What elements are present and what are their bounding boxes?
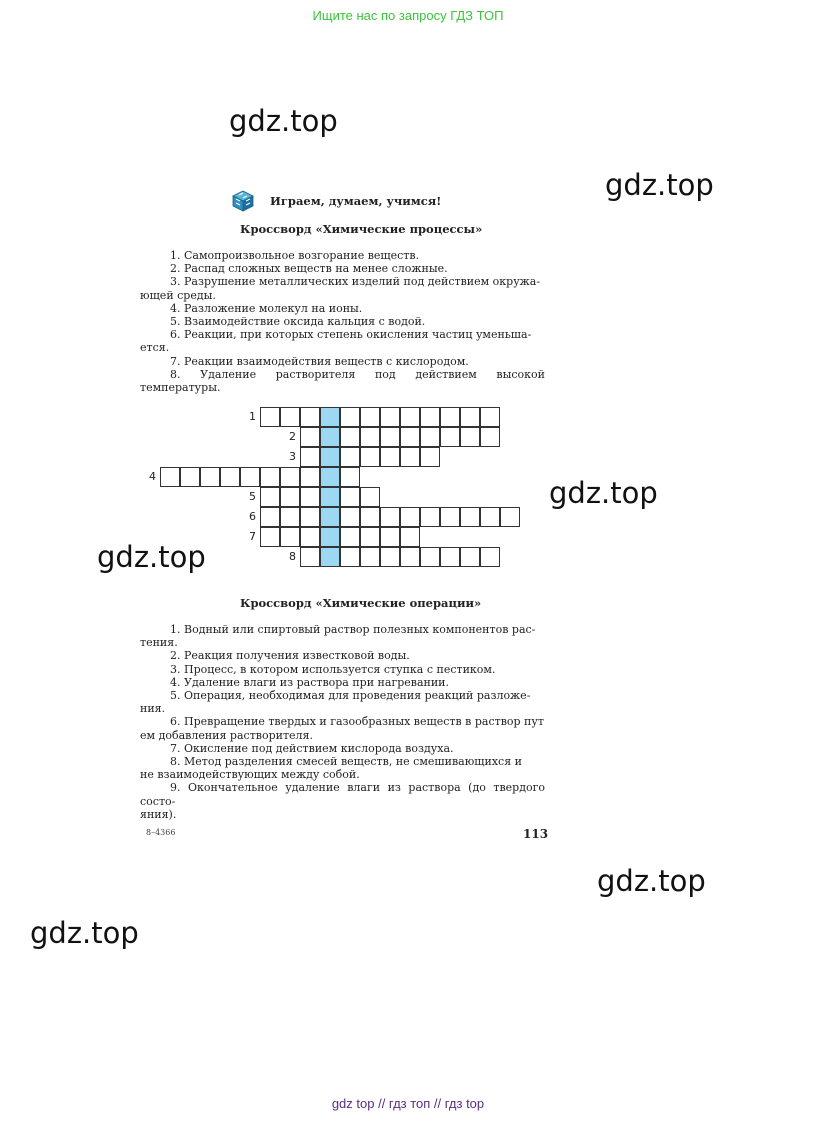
crossword-cell[interactable] xyxy=(240,467,260,487)
clue-5: 5. Операция, необходимая для проведения реакций разложе- xyxy=(170,689,531,703)
crossword1-title: Кроссворд «Химические процессы» xyxy=(240,222,483,236)
crossword-cell[interactable] xyxy=(440,547,460,567)
crossword-cell[interactable] xyxy=(400,507,420,527)
crossword-cell[interactable] xyxy=(440,407,460,427)
crossword-cell[interactable] xyxy=(380,447,400,467)
clue-8: 8. Метод разделения смесей веществ, не смешивающихся и xyxy=(170,755,522,769)
crossword-cell[interactable] xyxy=(340,467,360,487)
clue-9: 9. Окончательное удаление влаги из раствора (до твердого состо- xyxy=(140,781,545,808)
clue-5: 5. Взаимодействие оксида кальция с водой. xyxy=(170,315,426,329)
crossword-cell[interactable] xyxy=(260,527,280,547)
crossword-cell[interactable] xyxy=(400,527,420,547)
crossword-cell[interactable] xyxy=(260,507,280,527)
clue-4: 4. Удаление влаги из раствора при нагревании. xyxy=(170,675,450,689)
crossword-cell[interactable] xyxy=(340,547,360,567)
row-number-1: 1 xyxy=(249,410,256,423)
crossword-cell[interactable] xyxy=(420,407,440,427)
clue-5-cont: ния. xyxy=(140,702,166,716)
crossword2-title: Кроссворд «Химические операции» xyxy=(240,596,482,610)
crossword-cell[interactable] xyxy=(380,527,400,547)
crossword-cell[interactable] xyxy=(200,467,220,487)
crossword-cell[interactable] xyxy=(340,527,360,547)
clue-8: 8. Удаление растворителя под действием высокой температуры. xyxy=(140,367,545,395)
crossword-cell[interactable] xyxy=(300,447,320,467)
crossword-cell[interactable] xyxy=(420,447,440,467)
crossword-cell[interactable] xyxy=(460,407,480,427)
crossword-cell[interactable] xyxy=(340,407,360,427)
watermark: gdz.top xyxy=(30,916,139,950)
crossword-cell[interactable] xyxy=(400,407,420,427)
crossword-cell[interactable] xyxy=(380,407,400,427)
clue-1-cont: тения. xyxy=(140,636,178,650)
row-number-2: 2 xyxy=(289,430,296,443)
row-number-6: 6 xyxy=(249,510,256,523)
watermark: gdz.top xyxy=(229,104,338,138)
highlighted-cell[interactable] xyxy=(320,447,340,467)
crossword-cell[interactable] xyxy=(260,407,280,427)
crossword-cell[interactable] xyxy=(380,507,400,527)
clue-2: 2. Реакция получения известковой воды. xyxy=(170,649,410,663)
crossword-cell[interactable] xyxy=(280,407,300,427)
crossword-cell[interactable] xyxy=(380,547,400,567)
clue-6-cont: ется. xyxy=(140,341,170,355)
crossword-cell[interactable] xyxy=(340,427,360,447)
highlighted-cell[interactable] xyxy=(320,487,340,507)
clue-4: 4. Разложение молекул на ионы. xyxy=(170,301,363,315)
crossword-cell[interactable] xyxy=(460,547,480,567)
crossword-cell[interactable] xyxy=(380,427,400,447)
crossword-cell[interactable] xyxy=(400,427,420,447)
highlighted-cell[interactable] xyxy=(320,407,340,427)
crossword-cell[interactable] xyxy=(360,427,380,447)
crossword-cell[interactable] xyxy=(280,507,300,527)
crossword-cell[interactable] xyxy=(300,507,320,527)
clue-8-cont: не взаимодействующих между собой. xyxy=(140,768,360,782)
clue-2: 2. Распад сложных веществ на менее сложные. xyxy=(170,262,448,276)
crossword-cell[interactable] xyxy=(360,527,380,547)
crossword-cell[interactable] xyxy=(360,507,380,527)
crossword-cell[interactable] xyxy=(440,427,460,447)
watermark: gdz.top xyxy=(97,540,206,574)
clue-6: 6. Превращение твердых и газообразных веществ в раствор пут xyxy=(170,715,544,729)
row-number-5: 5 xyxy=(249,490,256,503)
crossword-cell[interactable] xyxy=(480,407,500,427)
crossword-cell[interactable] xyxy=(300,407,320,427)
crossword-cell[interactable] xyxy=(420,507,440,527)
clue-3-cont: ющей среды. xyxy=(140,288,216,302)
crossword-cell[interactable] xyxy=(440,507,460,527)
crossword2-clues xyxy=(140,623,545,821)
cube-icon xyxy=(232,190,254,212)
crossword-cell[interactable] xyxy=(480,427,500,447)
clue-1: 1. Самопроизвольное возгорание веществ. xyxy=(170,249,420,262)
bottom-links[interactable]: gdz top // гдз топ // гдз top xyxy=(331,1096,485,1111)
crossword-cell[interactable] xyxy=(480,547,500,567)
crossword-cell[interactable] xyxy=(340,487,360,507)
crossword-cell[interactable] xyxy=(480,507,500,527)
crossword-cell[interactable] xyxy=(300,467,320,487)
crossword-cell[interactable] xyxy=(420,547,440,567)
crossword-cell[interactable] xyxy=(340,447,360,467)
crossword-cell[interactable] xyxy=(360,447,380,467)
clue-1: 1. Водный или спиртовый раствор полезных компонентов рас- xyxy=(170,623,536,636)
section-heading: Играем, думаем, учимся! xyxy=(270,194,442,208)
clue-6: 6. Реакции, при которых степень окисления частиц уменьша- xyxy=(170,328,532,342)
crossword-cell[interactable] xyxy=(340,507,360,527)
crossword-cell[interactable] xyxy=(400,447,420,467)
crossword-cell[interactable] xyxy=(300,487,320,507)
page-number: 113 xyxy=(523,827,549,841)
highlighted-cell[interactable] xyxy=(320,427,340,447)
crossword-cell[interactable] xyxy=(280,487,300,507)
crossword1-clues xyxy=(140,249,545,394)
row-number-8: 8 xyxy=(289,550,296,563)
crossword-cell[interactable] xyxy=(300,547,320,567)
clue-6-cont: ем добавления растворителя. xyxy=(140,728,313,742)
crossword-cell[interactable] xyxy=(460,427,480,447)
row-number-7: 7 xyxy=(249,530,256,543)
top-banner[interactable]: Ищите нас по запросу ГДЗ ТОП xyxy=(312,8,504,23)
crossword-cell[interactable] xyxy=(180,467,200,487)
crossword-cell[interactable] xyxy=(280,467,300,487)
crossword-cell[interactable] xyxy=(360,407,380,427)
highlighted-cell[interactable] xyxy=(320,467,340,487)
row-number-3: 3 xyxy=(289,450,296,463)
crossword-cell[interactable] xyxy=(280,527,300,547)
watermark: gdz.top xyxy=(597,864,706,898)
crossword-cell[interactable] xyxy=(420,427,440,447)
crossword-cell[interactable] xyxy=(500,507,520,527)
clue-3: 3. Разрушение металлических изделий под действием окружа- xyxy=(170,275,541,289)
crossword-cell[interactable] xyxy=(460,507,480,527)
crossword-cell[interactable] xyxy=(300,527,320,547)
crossword-cell[interactable] xyxy=(360,547,380,567)
crossword-cell[interactable] xyxy=(400,547,420,567)
clue-3: 3. Процесс, в котором используется ступка с пестиком. xyxy=(170,662,496,676)
watermark: gdz.top xyxy=(549,476,658,510)
crossword-cell[interactable] xyxy=(220,467,240,487)
highlighted-cell[interactable] xyxy=(320,507,340,527)
clue-7: 7. Окисление под действием кислорода воздуха. xyxy=(170,741,454,755)
crossword-cell[interactable] xyxy=(360,487,380,507)
crossword-cell[interactable] xyxy=(300,427,320,447)
clue-7: 7. Реакции взаимодействия веществ с кислородом. xyxy=(170,354,469,368)
clue-9-cont: яния). xyxy=(140,807,177,821)
watermark: gdz.top xyxy=(605,168,714,202)
highlighted-cell[interactable] xyxy=(320,547,340,567)
row-number-4: 4 xyxy=(149,470,156,483)
crossword-cell[interactable] xyxy=(260,487,280,507)
highlighted-cell[interactable] xyxy=(320,527,340,547)
crossword-cell[interactable] xyxy=(160,467,180,487)
crossword-cell[interactable] xyxy=(260,467,280,487)
footer-code: 8–4366 xyxy=(146,828,176,837)
